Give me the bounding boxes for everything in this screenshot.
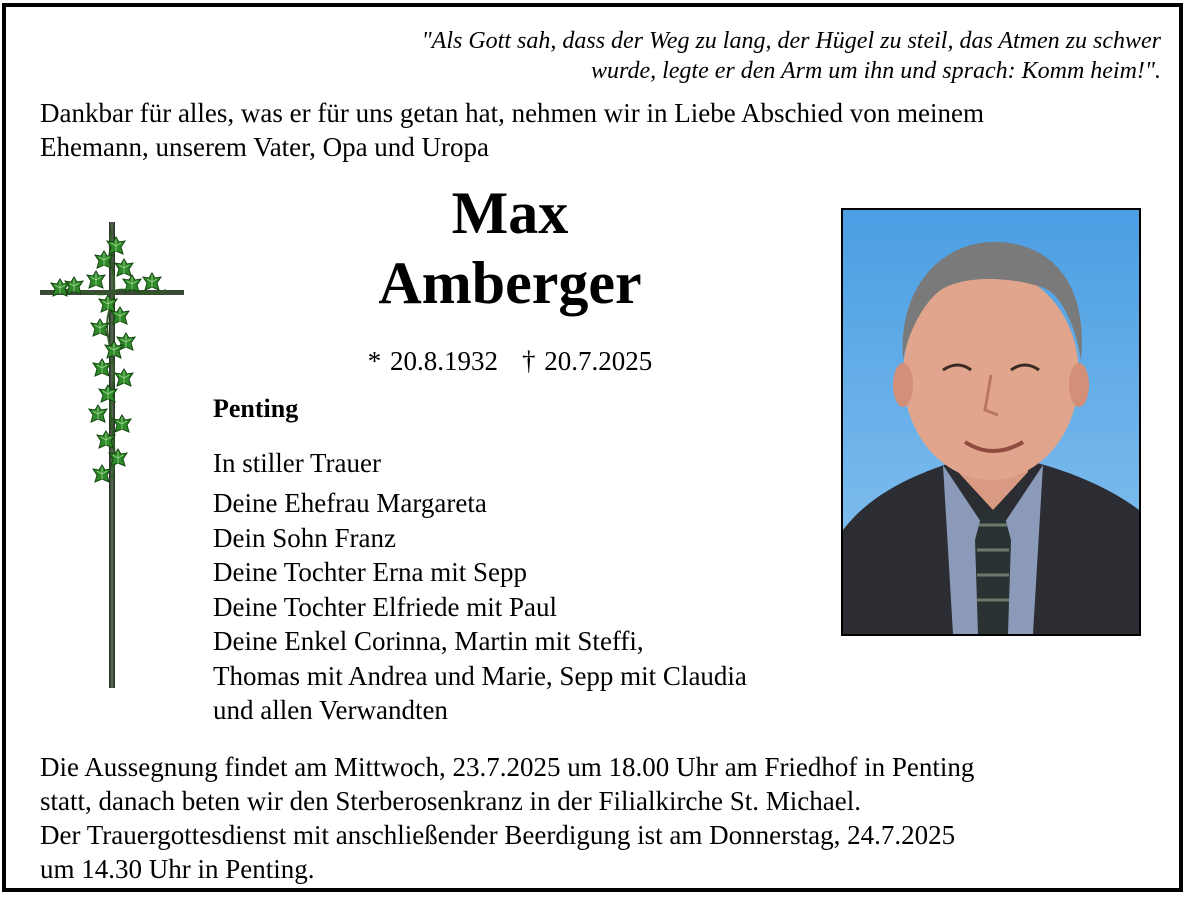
intro-line: Ehemann, unserem Vater, Opa und Uropa [40, 132, 490, 162]
mourner-line: Dein Sohn Franz [213, 522, 396, 553]
mourner-line: und allen Verwandten [213, 695, 448, 725]
mourner-line: Deine Tochter Elfriede mit Paul [213, 591, 557, 622]
service-line: Der Trauergottesdienst mit anschließender Beerdigung ist am Donnerstag, 24.7.2025 [40, 820, 956, 850]
intro-line: Dankbar für alles, was er für uns getan hat, nehmen wir in Liebe Abschied von meinem [40, 98, 984, 128]
service-line: Die Aussegnung findet am Mittwoch, 23.7.2025 um 18.00 Uhr am Friedhof in Penting [40, 752, 975, 782]
service-line: statt, danach beten wir den Sterberosenkranz in der Filialkirche St. Michael. [40, 786, 861, 816]
quote-line: wurde, legte er den Arm um ihn und sprach: Komm heim!". [590, 58, 1161, 84]
first-name: Max [451, 180, 569, 246]
deceased-name [300, 178, 720, 318]
life-dates [300, 346, 720, 377]
mourning-heading: In stiller Trauer [213, 448, 381, 478]
service-details [40, 750, 1160, 886]
intro-text [40, 96, 1140, 164]
portrait-photo [841, 208, 1141, 636]
service-line: um 14.30 Uhr in Penting. [40, 854, 315, 884]
quote-line: "Als Gott sah, dass der Weg zu lang, der Hügel zu steil, das Atmen zu schwer [421, 28, 1161, 54]
memorial-quote [261, 26, 1161, 86]
ivy-cross-icon [36, 218, 186, 690]
mourner-line: Deine Ehefrau Margareta [213, 488, 487, 518]
hometown: Penting [213, 394, 299, 423]
mourner-line: Deine Tochter Erna mit Sepp [213, 557, 528, 587]
mourner-line: Thomas mit Andrea und Marie, Sepp mit Claudia [213, 660, 747, 691]
mourner-line: Deine Enkel Corinna, Martin mit Steffi, [213, 626, 644, 656]
mourners-list [213, 486, 747, 728]
death-date: † 20.7.2025 [522, 346, 653, 376]
birth-date: * 20.8.1932 [367, 346, 498, 376]
last-name: Amberger [378, 250, 642, 316]
